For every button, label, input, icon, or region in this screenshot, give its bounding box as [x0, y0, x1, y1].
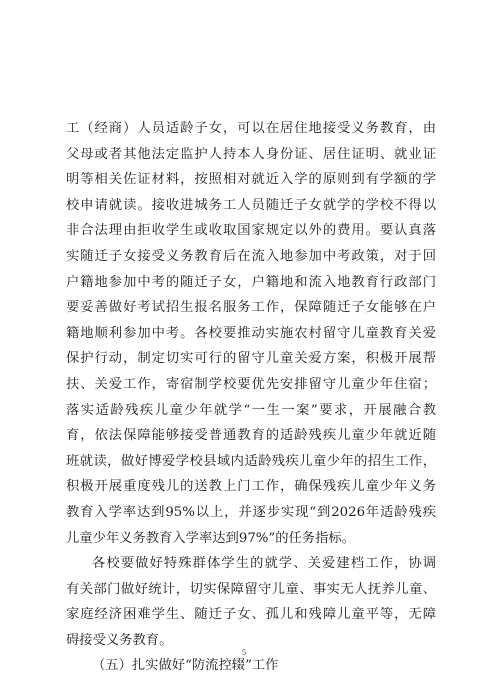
text-line: 校申请就读。接收进城务工人员随迁子女就学的学校不得以 — [66, 197, 436, 213]
section-heading: （五）扎实做好“防流控辍”工作 — [92, 658, 279, 674]
text-line: 籍地顺利参加中考。各校要推动实施农村留守儿童教育关爱 — [66, 325, 436, 341]
text-line: 有关部门做好统计，切实保障留守儿童、事实无人抚养儿童、 — [66, 581, 436, 597]
text-line: 要妥善做好考试招生报名服务工作，保障随迁子女能够在户 — [66, 300, 436, 316]
text-line: 户籍地参加中考的随迁子女，户籍地和流入地教育行政部门 — [66, 274, 436, 290]
text-line: 工（经商）人员适龄子女，可以在居住地接受义务教育，由 — [66, 121, 436, 136]
text-line: 父母或者其他法定监护人持本人身份证、居住证明、就业证 — [66, 146, 436, 162]
text-line: 儿童少年义务教育入学率达到97%”的任务指标。 — [66, 530, 355, 546]
text-line: 班就读，做好博爱学校县域内适龄残疾儿童少年的招生工作， — [66, 453, 436, 469]
text-line: 碍接受义务教育。 — [66, 632, 173, 648]
body-text — [66, 116, 436, 679]
text-line: 家庭经济困难学生、随迁子女、孤儿和残障儿童平等，无障 — [66, 607, 436, 623]
text-line: 非合法理由拒收学生或收取国家规定以外的费用。要认真落 — [66, 223, 436, 239]
text-line: 扶、关爱工作，寄宿制学校要优先安排留守儿童少年住宿； — [66, 376, 436, 392]
text-line: 落实适龄残疾儿童少年就学“一生一案”要求，开展融合教 — [66, 402, 436, 418]
page-number: 5 — [242, 648, 246, 657]
paragraph-first-line: 各校要做好特殊群体学生的就学、关爱建档工作，协调 — [92, 556, 436, 572]
text-line: 保护行动，制定切实可行的留守儿童关爱方案，积极开展帮 — [66, 351, 436, 367]
text-line: 实随迁子女接受义务教育后在流入地参加中考政策，对于回 — [66, 248, 436, 264]
text-line: 积极开展重度残儿的送教上门工作，确保残疾儿童少年义务 — [66, 479, 436, 495]
text-line: 育，依法保障能够接受普通教育的适龄残疾儿童少年就近随 — [66, 428, 436, 444]
text-line: 教育入学率达到95%以上，并逐步实现“到2026年适龄残疾 — [66, 504, 436, 520]
text-line: 明等相关佐证材料，按照相对就近入学的原则到有学额的学 — [66, 172, 436, 188]
